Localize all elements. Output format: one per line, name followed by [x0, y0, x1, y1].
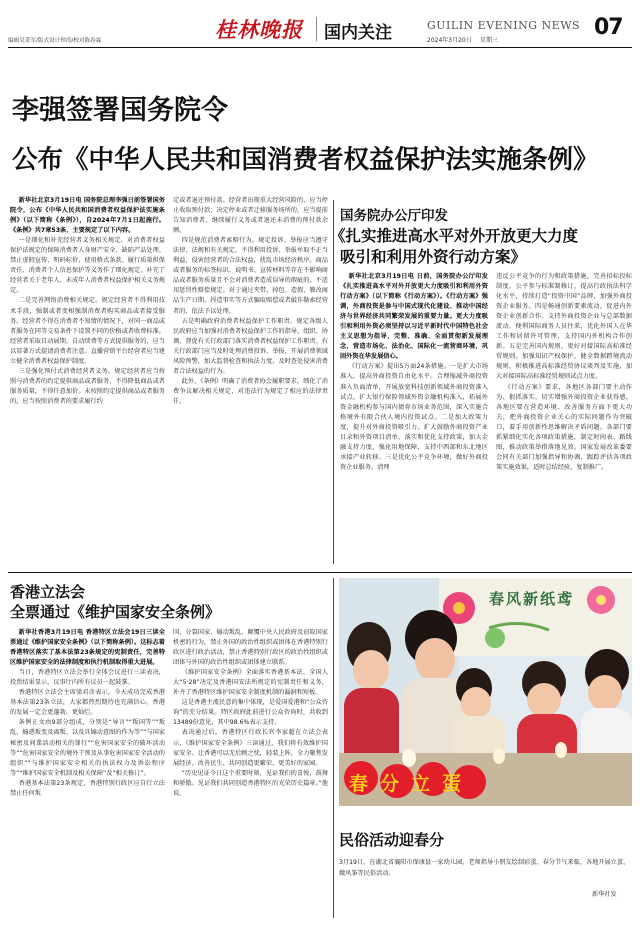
right-story-headline-line1: 《扎实推进高水平对外开放更大力度 [330, 227, 579, 245]
section-rule [8, 572, 632, 573]
section-name: 国内关注 [324, 23, 392, 43]
photo-story-title: 民俗活动迎春分 [339, 831, 445, 849]
hk-headline-line1: 香港立法会 [10, 583, 86, 601]
page-editors: 编辑吴采军/版式设计钟涛/校对陈春霖 [8, 38, 102, 44]
paragraph: 新华社香港3月19日电 香港特区立法会19日三读全票通过《维护国家安全条例》（以下简称条例）。这标志着香港特区落实了基本法第23条规定的宪制责任，完善特区维护国家安全的法律制度和执行机制取得重大进展。 [10, 629, 165, 667]
right-story-column-1 [340, 272, 488, 568]
masthead-rule [8, 47, 632, 48]
paragraph: 新华社北京3月19日电 日前，国务院办公厅印发《扎实推进高水平对外开放更大力度吸引和利用外资行动方案》（以下简称《行动方案》）。《行动方案》强调，外商投资是参与中国式现代化建设、推动中国经济与世界经济共同繁荣发展的重要力量。更大力度吸引和利用外资必须坚持以习近平新时代中国特色社会主义思想为指导，完整、准确、全面贯彻新发展理念，营造市场化、法治化、国际化一流营商环境，巩固外资在华发展信心。 [340, 273, 488, 361]
poster-text: 春风新纸鸢 [489, 590, 575, 608]
right-story-column-2 [496, 272, 632, 568]
paper-english-name: GUILIN EVENING NEWS [427, 19, 581, 32]
issue-weekday: 星期三 [480, 37, 499, 44]
news-photo [339, 578, 632, 806]
paragraph: 一是细化和补充经营者义务相关规定。对消费者权益保护法规定的保障消费者人身财产安全、缺陷产品处理、禁止虚假宣传、明码标价、使用格式条款、履行质量担保责任、消费者个人信息保护等义务作了细化规定。补充了经营者关于老年人、未成年人消费者权益保护相关义务规定。 [10, 237, 165, 295]
page-number: 07 [594, 15, 623, 40]
paragraph: 《行动方案》要求，各地区各部门要主动作为、狠抓落实，切实增强外商投资企业获得感。各地区要在营造环境、改善服务方面下更大功夫，把外商投资企业关心的实际问题作为突破口，着手用创新性思维解决矛盾问题。各部门要抓紧细化实化各项政策措施，制定时间表、路线图，推动政策举措落地见效。国家发展改革委要会同有关部门加强指导和协调，跟踪评估各项政策实施效果，适时总结经验，复制推广。 [496, 383, 632, 471]
paragraph: 四是规范消费者索赔行为。规定投诉、举报应当遵守法律、法规和有关规定，不得利用投诉、举报牟取不正当利益，侵害经营者的合法权益，扰乱市场经济秩序。商品或者服务的标签标识、说明书、宣传材料等存在不影响商品或者服务质量且不会对消费者造成误导的瑕疵的，不适用惩罚性赔偿规定。对于通过夹带、掉包、造假、篡改商品生产日期、捏造事实等方式骗取赔偿或者敲诈勒索经营者的，依法予以处理。 [173, 237, 328, 315]
column-divider [333, 200, 334, 564]
column-divider [333, 578, 334, 918]
newspaper-logo: 桂林晚报 [215, 17, 303, 42]
paragraph: 这是香港主流民意的集中体现，是爱国爱港和“公众咨询”的充分结果。特区政府此前进行公众咨询时，共收到13489份意见，其中98.6%表示支持。 [173, 699, 328, 727]
paragraph: 此外，《条例》明确了消费者协会履职要求，细化了消费争议解决相关规定，对违法行为规定了相应的法律责任。 [173, 377, 328, 405]
photo-credit: 新华社发 [592, 891, 617, 898]
hk-column-2 [173, 628, 328, 921]
logo-divider [316, 17, 317, 41]
paragraph: 香港特区立法会主席梁君彦表示，今天成功完成香港基本法第23条立法，大家都热烈期待也充满信心，香港的发展一定会更蓬勃、更灿烂。 [10, 689, 165, 717]
paragraph: “历史见证今日这个重要时刻，见证我们的喜悦，鼓舞和骄傲。见证我们共同创造香港特区的光荣历史篇章。”他说。 [173, 769, 328, 797]
paragraph: 《维护国家安全条例》全面落实香港基本法、全国人大“5·28”决定及香港国安法所规定的宪制责任和义务，补齐了香港特区维护国家安全制度机制的漏洞和短板。 [173, 669, 328, 697]
right-story-headline-line2: 吸引和利用外资行动方案》 [340, 248, 527, 266]
photo-caption: 3月19日，在湖北省襄阳市保康县一家幼儿园，老师指导小朋友绘制彩蛋。春分节气来临，各地开展立蛋、做风筝等民俗活动。 [339, 859, 630, 877]
lead-headline-line1: 李强签署国务院令 [12, 95, 228, 126]
paragraph: 表决通过后，香港特区行政长官李家超在立法会表示，《维护国家安全条例》三读通过，我们将有效维护国家安全、让香港可以无后顾之忧，轻装上阵，全力聚焦发展经济、改善民生、共同创造更繁荣、更美好的家园。 [173, 729, 328, 767]
paragraph: 《行动方案》提出5方面24条措施。一是扩大市场准入，提高外商投资自由化水平。合理缩减外商投资准入负面清单，开展放宽科技创新领域外商投资准入试点，扩大银行保险领域外资金融机构准入，拓展外资金融机构参与国内债券市场业务范围，深入实施合格境外有限合伙人境内投资试点。二是加大政策力度，提升对外商投资吸引力。扩大鼓励外商投资产业目录和外资项目清单，落实和优化支持政策，加大金融支持力度，强化用地保障，支持中西部和东北地区承接产业转移。三是优化公平竞争环境，做好外商投资企业服务。清理 [340, 363, 488, 471]
hk-column-1 [10, 628, 165, 921]
paragraph: 国、分裂国家、煽动叛乱、颠覆中央人民政府及窃取国家机密的行为，禁止外国的政治性组织或团体在香港特别行政区进行政治活动，禁止香港特别行政区的政治性组织或团体与外国的政治性组织或团体建立联系。 [173, 629, 328, 667]
paragraph: 当日，香港特区立法会举行全体会议进行三读表决，投票结果显示，议事厅内所有议员一起鼓掌。 [10, 669, 165, 687]
lead-headline-line2: 公布《中华人民共和国消费者权益保护法实施条例》 [12, 145, 599, 175]
paragraph: 条例正文由9部分组成，分别是“导言”“叛国等”“叛乱、煽惑叛变及离叛、以及具煽动意图的作为等”“与国家秘密及间谍活动相关的罪行”“危害国家安全的破坏活动等”“危害国家安全的境外干预及从事危害国家安全活动的组织”“与维护国家安全相关的执法权力及诉讼程序等”“维护国家安全机制及相关保障”及“相关修订”。 [10, 719, 165, 777]
right-story-kicker: 国务院办公厅印发 [340, 208, 448, 224]
lead-column-2 [173, 196, 328, 569]
lead-column-1 [10, 196, 165, 569]
paragraph: 违反公平竞争的行为和政策措施，完善招标投标制度，公平参与标准制修订，提高行政执法科学化水平，持续打造“投资中国”品牌，加强外商投资企业服务。四是畅通创新要素流动，促进内外资企业创新合作。支持外商投资企业与总部数据流动，便利国际商务人员往来，优化外国人在华工作和居留许可管理，支持国内外机构合作创新。五是完善国内规则，更好对接国际高标准经贸规则。加强知识产权保护，健全数据跨境流动规则，积极推进高标准经贸协议谈判及实施，加大对接国际高标准经贸规则试点力度。 [496, 273, 632, 381]
paragraph: 三是强化预付式消费经营者义务。规定经营者应当按照与消费者的约定提供商品或者服务，不得降低商品或者服务质量，不得任意加价。未按照约定提供商品或者服务的，应当按照消费者的要求履行约 [10, 367, 165, 405]
sign-text: 春分立蛋 [349, 773, 474, 795]
paragraph: 新华社北京3月19日电 国务院总理李强日前签署国务院令，公布《中华人民共和国消费者权益保护法实施条例》（以下简称《条例》），自2024年7月1日起施行。《条例》共7章53条，主要规定了以下内容。 [10, 197, 165, 235]
paragraph: 香港基本法第23条规定，香港特别行政区应自行立法禁止任何叛 [10, 779, 165, 797]
issue-date: 2024年3月20日 [427, 37, 472, 44]
paragraph: 二是完善网络消费相关规定。规定经营者不得利用技术手段，强制或者变相强制消费者购买商品或者接受服务。经营者不得在消费者不知情的情况下，对同一商品或者服务在同等交易条件下设置不同的价格或者收费标准。经营者采取自动展期、自动续费等方式提供服务的，应当以显著方式提请消费者注意。直播营销平台经营者应当建立健全消费者权益保护制度。 [10, 297, 165, 365]
hk-headline-line2: 全票通过《维护国家安全条例》 [10, 603, 221, 621]
paragraph: 五是明确政府消费者权益保护工作职责。规定各级人民政府应当加强对消费者权益保护工作的指导，组织、协调、督促有关行政部门落实消费者权益保护工作职责。有关行政部门应当及时处理消费投诉、举报，开展消费领域风险预警，加大监督检查和执法力度，及时查处侵害消费者合法权益的行为。 [173, 317, 328, 375]
paragraph: 定或者退还预付款。经营者出现重大经营风险的，应当停止收取预付款；决定停业或者迁移服务场所的，应当提前告知消费者，继续履行义务或者退还未消费的预付款余额。 [173, 197, 328, 235]
